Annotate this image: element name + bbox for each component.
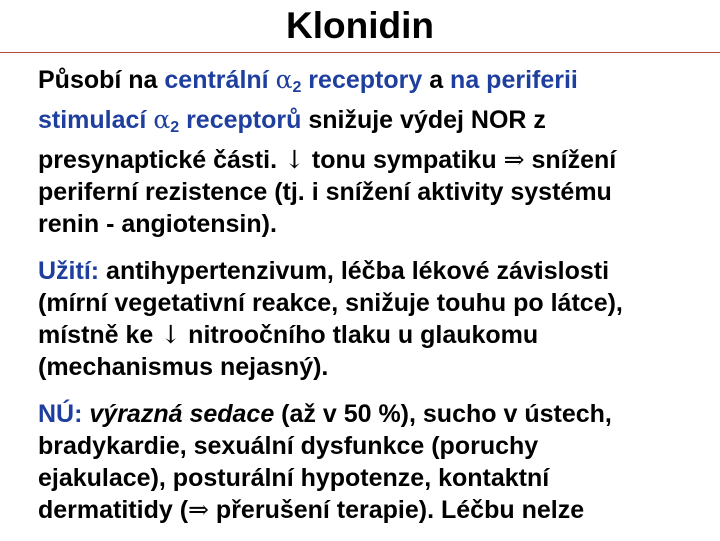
text-run: místně ke <box>38 321 161 349</box>
alpha-symbol: α <box>153 105 171 134</box>
implies-arrow-icon: ⇒ <box>503 145 525 174</box>
text-run: antihypertenzivum, léčba lékové závislosti <box>99 257 610 285</box>
page-title: Klonidin <box>286 5 434 46</box>
text-line <box>38 104 710 144</box>
text-run: presynaptické části. <box>38 146 284 174</box>
text-run: tonu sympatiku <box>304 146 504 174</box>
text-run: dermatitidy ( <box>38 496 189 524</box>
text-run: centrální <box>164 66 276 94</box>
text-run: receptorů <box>179 106 302 134</box>
text-line: periferní rezistence (tj. i snížení aktivity systému <box>38 178 612 206</box>
text-line: bradykardie, sexuální dysfunkce (poruchy <box>38 432 539 460</box>
text-line: (mechanismus nejasný). <box>38 353 329 381</box>
title-divider <box>0 52 720 53</box>
paragraph-side-effects <box>38 398 710 526</box>
highlight-central <box>164 66 422 94</box>
text-run: (až v 50 %), sucho v ústech, <box>274 400 612 428</box>
text-run: nitroočního tlaku u glaukomu <box>181 321 539 349</box>
implies-arrow-icon: ⇒ <box>188 495 209 524</box>
highlight-stimulation <box>38 106 301 134</box>
subscript-2: 2 <box>292 79 302 96</box>
text-line: renin - angiotensin). <box>38 210 277 238</box>
text-line <box>38 255 710 287</box>
paragraph-mechanism <box>38 64 710 240</box>
text-run: receptory <box>301 66 423 94</box>
text-run: snížení <box>524 146 617 174</box>
text-line <box>38 64 710 104</box>
slide-body <box>38 64 710 541</box>
text-line <box>38 144 710 176</box>
text-run: Působí na <box>38 66 165 94</box>
label-usage: Užití: <box>38 257 100 285</box>
down-arrow-icon: ↓ <box>283 145 305 174</box>
down-arrow-icon: ↓ <box>160 320 182 349</box>
text-run: snižuje výdej NOR z <box>301 106 546 134</box>
text-line <box>38 398 710 430</box>
text-line <box>38 494 710 526</box>
text-line: ejakulace), posturální hypotenze, kontaktní <box>38 464 550 492</box>
label-side-effects: NÚ: <box>38 400 83 428</box>
text-run: stimulací <box>38 106 154 134</box>
paragraph-usage <box>38 255 710 383</box>
text-run-italic: výrazná sedace <box>82 400 275 428</box>
text-line: (mírní vegetativní reakce, snižuje touhu po látce), <box>38 289 623 317</box>
alpha-symbol: α <box>275 65 293 94</box>
text-line <box>38 319 710 351</box>
highlight-periphery: na periferii <box>450 66 578 94</box>
subscript-2: 2 <box>170 119 180 136</box>
text-run: a <box>422 66 451 94</box>
text-run: přerušení terapie). Léčbu nelze <box>208 496 585 524</box>
